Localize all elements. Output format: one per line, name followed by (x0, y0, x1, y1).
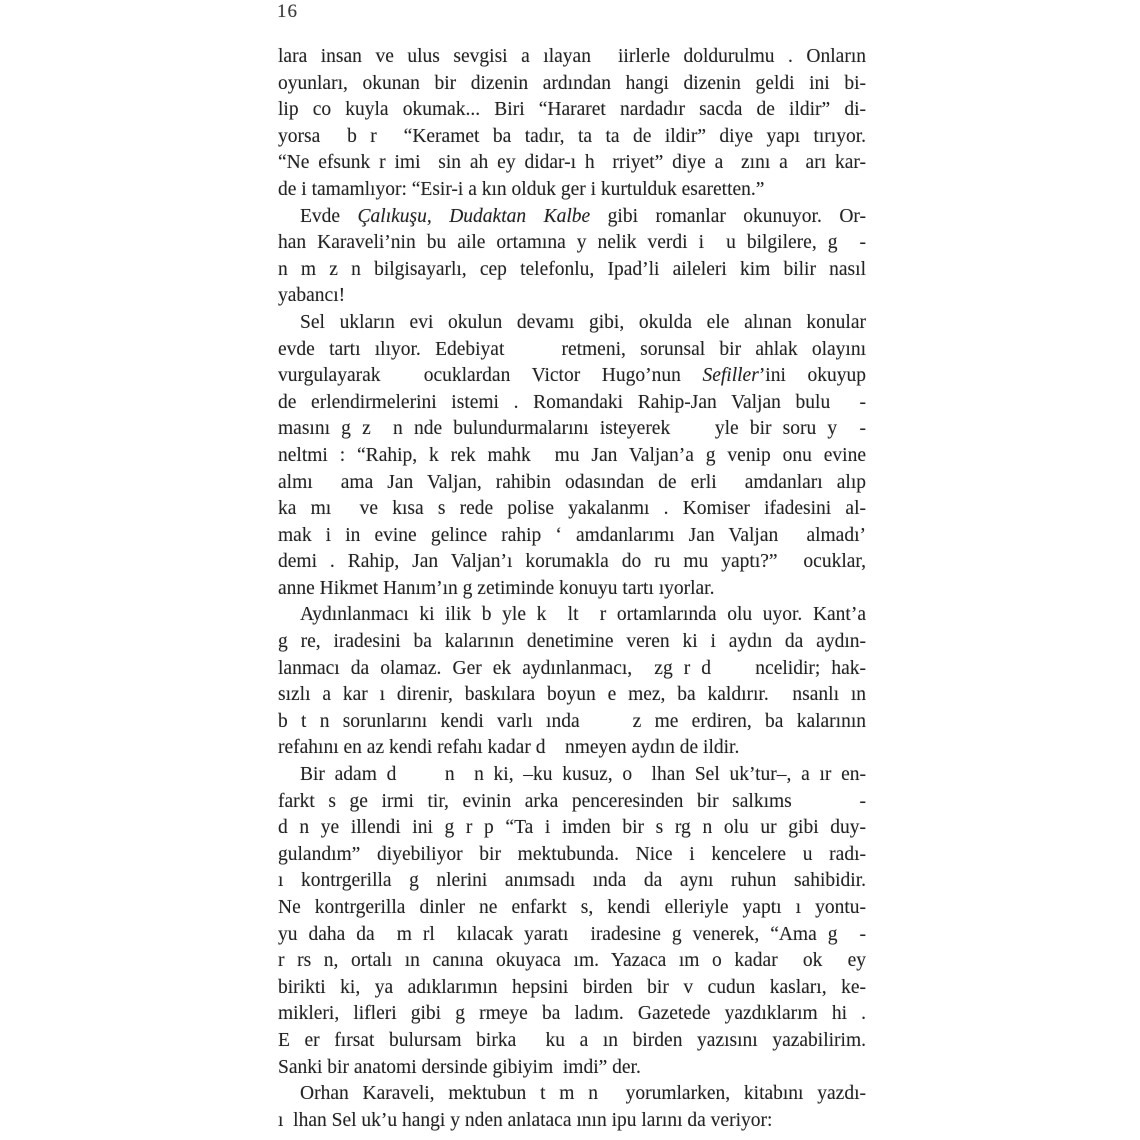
text-line: Sel ukların evi okulun devamı gibi, okulda ele alınan konular (300, 311, 866, 333)
text-line: r rs n, ortalı ın canına okuyaca ım. Yazaca ım o kadar ok ey (278, 950, 866, 972)
text-line: Bir adam d n n ki, –ku kusuz, o lhan Sel uk’tur–, a ır en- (300, 764, 866, 786)
text-line: almı ama Jan Valjan, rahibin odasından de erli amdanları alıp (278, 471, 866, 493)
italic-title: Çalıkuşu, Dudaktan Kalbe (357, 205, 591, 227)
text-line: de i tamamlıyor: “Esir-i a kın olduk ger i kurtulduk esaretten.” (278, 178, 765, 200)
text-line: n m z n bilgisayarlı, cep telefonlu, Ipad’li aileleri kim bilir nasıl (278, 258, 866, 280)
text-line: Aydınlanmacı ki ilik b yle k lt r ortamlarında olu uyor. Kant’a (300, 604, 866, 626)
paragraph (278, 310, 866, 603)
text-line: evde tartı ılıyor. Edebiyat retmeni, sorunsal bir ahlak olayını (278, 338, 866, 360)
text-line: Ne kontrgerilla dinler ne enfarkt s, kendi elleriyle yaptı ı yontu- (278, 897, 866, 918)
text-line: E er fırsat bulursam birka ku a ın birden yazısını yazabilirim. (278, 1029, 866, 1051)
paragraph (278, 1081, 866, 1134)
text-line: neltmi : “Rahip, k rek mahk mu Jan Valjan’a g venip onu evine (278, 444, 866, 466)
text-line: refahını en az kendi refahı kadar d nmeyen aydın de ildir. (278, 737, 740, 759)
text-line: d n ye illendi ini g r p “Ta i imden bir s rg n olu ur gibi duy- (278, 817, 866, 839)
paragraph (278, 204, 866, 310)
text-line: gulandım” diyebiliyor bir mektubunda. Nice i kencelere u radı- (278, 843, 866, 865)
text-line: lara insan ve ulus sevgisi a ılayan iirlerle doldurulmu . Onların (278, 46, 866, 67)
page-number: 16 (277, 1, 298, 22)
italic-title: Sefiller (702, 365, 759, 387)
text-line: mikleri, lifleri gibi g rmeye ba ladım. Gazetede yazdıklarım hi . (278, 1003, 866, 1025)
text-line: vurgulayarak ocuklardan Victor Hugo’nun Sefiller’ini okuyup (278, 365, 866, 387)
text-line: Evde Çalıkuşu, Dudaktan Kalbe gibi romanlar okunuyor. Or- (300, 205, 866, 227)
text-line: yorsa b r “Keramet ba tadır, ta ta de ildir” diye yapı tırıyor. (278, 125, 866, 147)
text-line: Sanki bir anatomi dersinde gibiyim imdi” der. (278, 1056, 641, 1078)
text-line: b t n sorunlarını kendi varlı ında z me erdiren, ba kalarının (278, 710, 866, 732)
text-line: ı lhan Sel uk’u hangi y nden anlataca ının ipu larını da veriyor: (278, 1109, 773, 1131)
paragraph (278, 44, 866, 204)
text-line: yu daha da m rl kılacak yaratı iradesine g venerek, “Ama g - (278, 923, 866, 945)
text-line: g re, iradesini ba kalarının denetimine veren ki i aydın da aydın- (278, 631, 866, 653)
text-line: birikti ki, ya adıklarımın hepsini birden bir v cudun kasları, ke- (278, 976, 866, 998)
text-line: ka mı ve kısa s rede polise yakalanmı . Komiser ifadesini al- (278, 498, 866, 520)
text-line: “Ne efsunk r imi sin ah ey didar-ı h rriyet” diye a zını a arı kar- (278, 152, 866, 174)
text-line: ı kontrgerilla g nlerini anımsadı ında da aynı ruhun sahibidir. (278, 870, 866, 892)
text-line: de erlendirmelerini istemi . Romandaki Rahip-Jan Valjan bulu - (278, 391, 866, 413)
text-line: mak i in evine gelince rahip ‘ amdanlarımı Jan Valjan almadı’ (278, 524, 866, 546)
text-line: lip co kuyla okumak... Biri “Hararet nardadır sacda de ildir” di- (278, 99, 866, 121)
text-line: sızlı a kar ı direnir, baskılara boyun e mez, ba kaldırır. nsanlı ın (278, 684, 866, 706)
paragraph (278, 762, 866, 1081)
text-line: oyunları, okunan bir dizenin ardından hangi dizenin geldi ini bi- (278, 72, 866, 94)
text-line: lanmacı da olamaz. Ger ek aydınlanmacı, zg r d ncelidir; hak- (278, 657, 866, 679)
text-line: yabancı! (278, 285, 346, 307)
text-line: anne Hikmet Hanım’ın g zetiminde konuyu tartı ıyorlar. (278, 577, 715, 599)
paragraph (278, 602, 866, 762)
text-line: farkt s ge irmi tir, evinin arka penceresinden bir salkıms - (278, 790, 866, 812)
text-line: Orhan Karaveli, mektubun t m n yorumlarken, kitabını yazdı- (300, 1083, 866, 1105)
text-line: han Karaveli’nin bu aile ortamına y nelik verdi i u bilgilere, g - (278, 232, 866, 254)
text-line: demi . Rahip, Jan Valjan’ı korumakla do ru mu yaptı?” ocuklar, (278, 551, 866, 573)
text-line: masını g z n nde bulundurmalarını isteyerek yle bir soru y - (278, 418, 866, 440)
body-text (278, 44, 866, 1134)
